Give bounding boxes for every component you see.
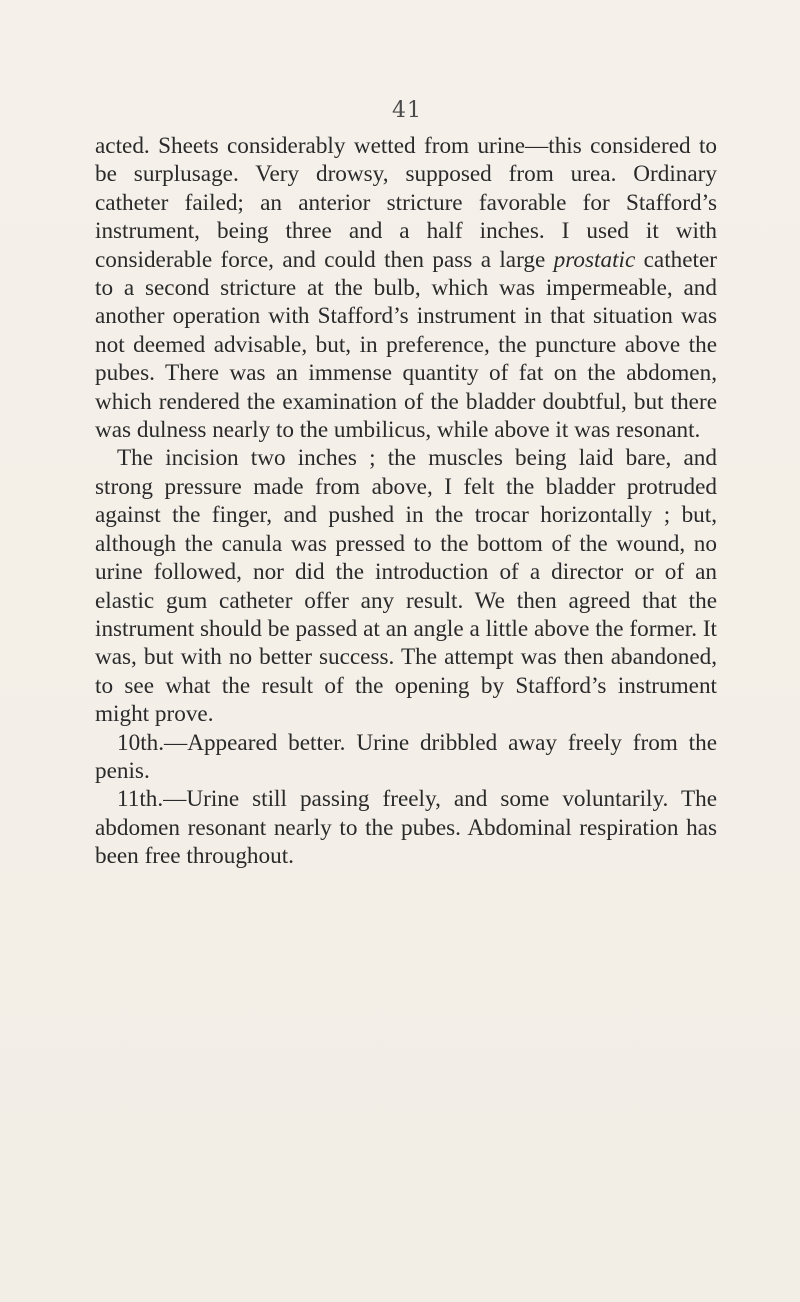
paragraph-10th: 10th.—Appeared better. Urine dribbled away freely from the penis. <box>95 729 717 784</box>
body-text <box>95 132 717 871</box>
paragraph-11th: 11th.—Urine still passing freely, and some voluntarily. The abdomen resonant nearly to the pubes. Abdominal respiration has been free throughout. <box>95 786 717 870</box>
italic-term: prostatic <box>553 246 636 273</box>
text-segment: catheter to a second stricture at the bulb, which was impermeable, and another operation with Stafford’s instrument in that situation was not deemed advisable, but, in preference, the puncture above the pubes. There was an immense quantity of fat on the abdomen, which rendered the examination of the bladder doubtful, but there was dulness nearly to the umbilicus, while above it was resonant. <box>95 246 717 444</box>
paragraph-incision: The incision two inches ; the muscles being laid bare, and strong pressure made from above, I felt the bladder protruded against the finger, and pushed in the trocar horizontally ; but, although the canula was pressed to the bottom of the wound, no urine followed, nor did the introduction of a director or of an elastic gum catheter offer any result. We then agreed that the instrument should be passed at an angle a little above the former. It was, but with no better success. The attempt was then abandoned, to see what the result of the opening by Stafford’s instrument might prove. <box>95 445 717 728</box>
paragraph-case-notes <box>95 132 717 444</box>
page-number: 41 <box>392 98 422 123</box>
text-segment: acted. Sheets considerably wetted from urine—this considered to be surplusage. Very drowsy, supposed from urea. Ordinary catheter failed; an anterior stricture favorable for Stafford’s instrument, being three and a half inches. I used it with considerable force, and could then pass a large <box>95 133 717 273</box>
